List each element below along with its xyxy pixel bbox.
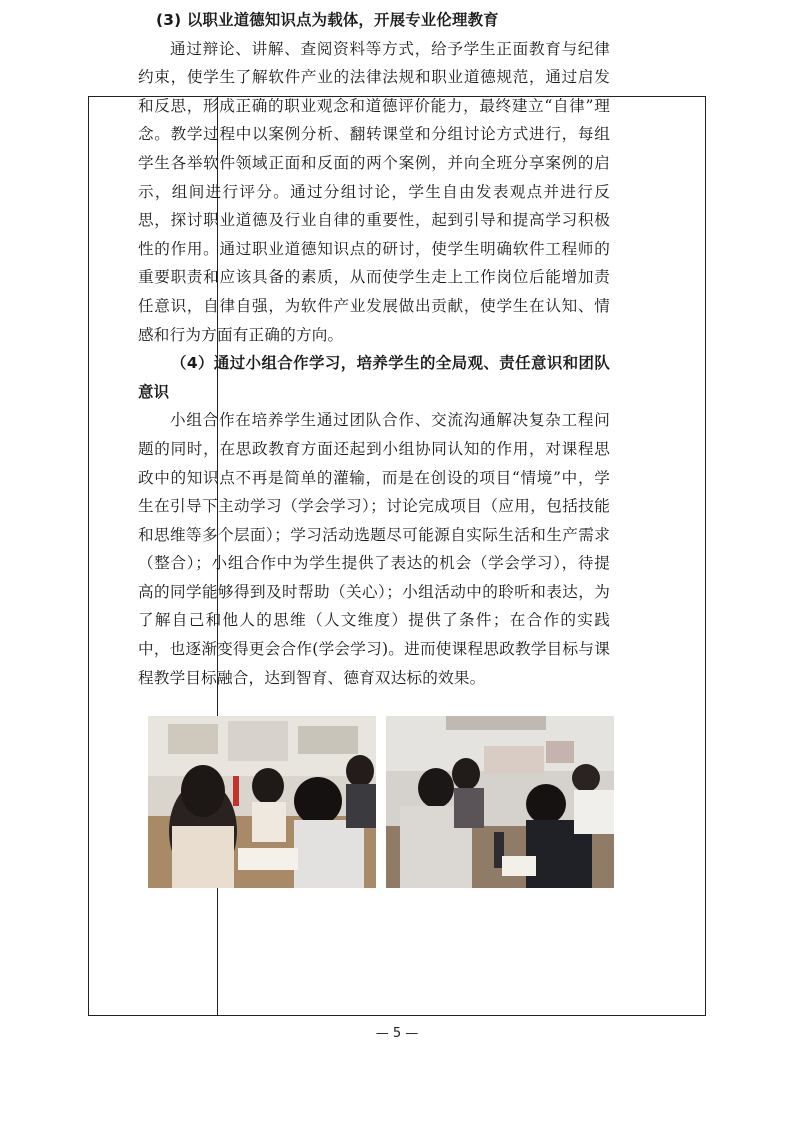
classroom-photo-left: [148, 716, 376, 888]
page-number: — 5 —: [375, 1026, 419, 1041]
section-4-paragraph: 小组合作在培养学生通过团队合作、交流沟通解决复杂工程问题的同时，在思政教育方面还起到小组协同认知的作用，对课程思政中的知识点不再是简单的灌输，而是在创设的项目“情境”中，学生在引导下主动学习（学会学习）；讨论完成项目（应用，包括技能和思维等多个层面）；学习活动选题尽可能源自实际生活和生产需求（整合）；小组合作中为学生提供了表达的机会（学会学习），待提高的同学能够得到及时帮助（关心）；小组活动中的聆听和表达，为了解自己和他人的思维（人文维度）提供了条件；在合作的实践中，也逐渐变得更会合作(学会学习)。进而使课程思政教学目标与课程教学目标融合，达到智育、德育双达标的效果。: [138, 411, 610, 687]
section-4-heading: （4）通过小组合作学习，培养学生的全局观、责任意识和团队意识: [138, 354, 610, 401]
classroom-photo-right: [386, 716, 614, 888]
document-body: [138, 6, 610, 692]
section-3-paragraph: 通过辩论、讲解、查阅资料等方式，给予学生正面教育与纪律约束，使学生了解软件产业的法律法规和职业道德规范，通过启发和反思，形成正确的职业观念和道德评价能力，最终建立“自律”理念。教学过程中以案例分析、翻转课堂和分组讨论方式进行，每组学生各举软件领域正面和反面的两个案例，并向全班分享案例的启示，组间进行评分。通过分组讨论，学生自由发表观点并进行反思，探讨职业道德及行业自律的重要性，起到引导和提高学习积极性的作用。通过职业道德知识点的研讨，使学生明确软件工程师的重要职责和应该具备的素质，从而使学生走上工作岗位后能增加责任意识，自律自强，为软件产业发展做出贡献，使学生在认知、情感和行为方面有正确的方向。: [138, 39, 610, 344]
photo-row: [148, 716, 614, 888]
section-3-heading: (3) 以职业道德知识点为载体，开展专业伦理教育: [156, 11, 499, 29]
